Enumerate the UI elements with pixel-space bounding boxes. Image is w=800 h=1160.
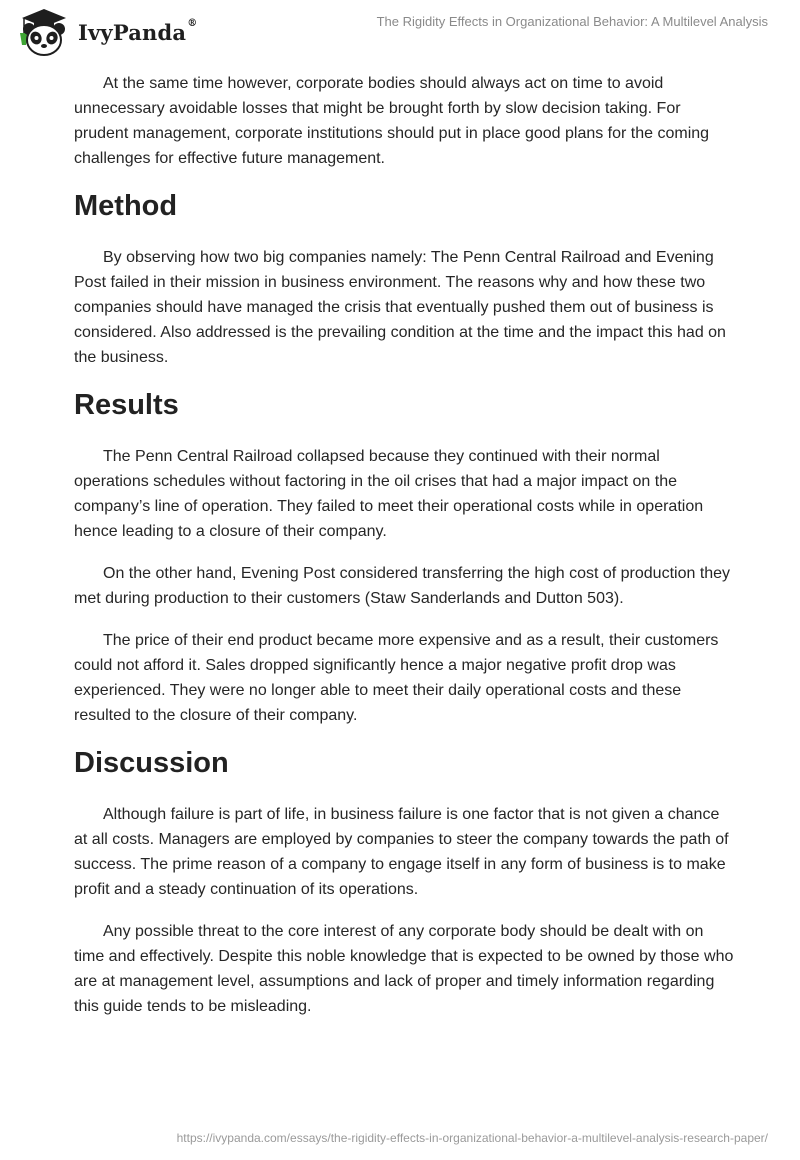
page-header — [0, 0, 800, 64]
body-paragraph: The Penn Central Railroad collapsed because they continued with their normal operations schedules without factoring in the oil crises that had a major impact on the company’s line of operation. They failed to meet their operational costs while in operation hence leading to a closure of their company. — [74, 448, 704, 540]
document-title: The Rigidity Effects in Organizational Behavior: A Multilevel Analysis — [376, 14, 768, 29]
brand-name: IvyPanda® — [78, 18, 198, 45]
essay-content — [74, 71, 734, 1036]
section-heading-results: Results — [74, 389, 179, 421]
body-paragraph: The price of their end product became more expensive and as a result, their customers could not afford it. Sales dropped significantly hence a major negative profit drop was experienced. They were no longer able to meet their daily operational costs and these resulted to the closure of their company. — [74, 632, 719, 724]
registered-mark: ® — [187, 18, 198, 29]
body-paragraph: Although failure is part of life, in business failure is one factor that is not given a chance at all costs. Managers are employed by companies to steer the company towards the path of success. The prime reason of a company to engage itself in any form of business is to make profit and a steady continuation of its operations. — [74, 806, 729, 898]
panda-graduation-logo-icon — [14, 7, 74, 59]
body-paragraph: By observing how two big companies namely: The Penn Central Railroad and Evening Post failed in their mission in business environment. The reasons why and how these two companies should have managed the crisis that eventually pushed them out of business is considered. Also addressed is the prevailing condition at the time and the impact this had on the business. — [74, 249, 726, 366]
section-heading-discussion: Discussion — [74, 747, 229, 779]
body-paragraph: On the other hand, Evening Post considered transferring the high cost of production they met during production to their customers (Staw Sanderlands and Dutton 503). — [74, 565, 731, 607]
body-paragraph: Any possible threat to the core interest of any corporate body should be dealt with on time and effectively. Despite this noble knowledge that is expected to be owned by those who are at management level, assumptions and lack of proper and timely information regarding this guide tends to be misleading. — [74, 923, 734, 1015]
section-heading-method: Method — [74, 190, 178, 222]
ivypanda-logo[interactable] — [14, 7, 204, 59]
source-url[interactable]: https://ivypanda.com/essays/the-rigidity-effects-in-organizational-behavior-a-multilevel-analysis-research-paper/ — [176, 1131, 768, 1145]
body-paragraph: At the same time however, corporate bodies should always act on time to avoid unnecessary avoidable losses that might be brought forth by slow decision taking. For prudent management, corporate institutions should put in place good plans for the coming challenges for effective future management. — [74, 75, 710, 167]
